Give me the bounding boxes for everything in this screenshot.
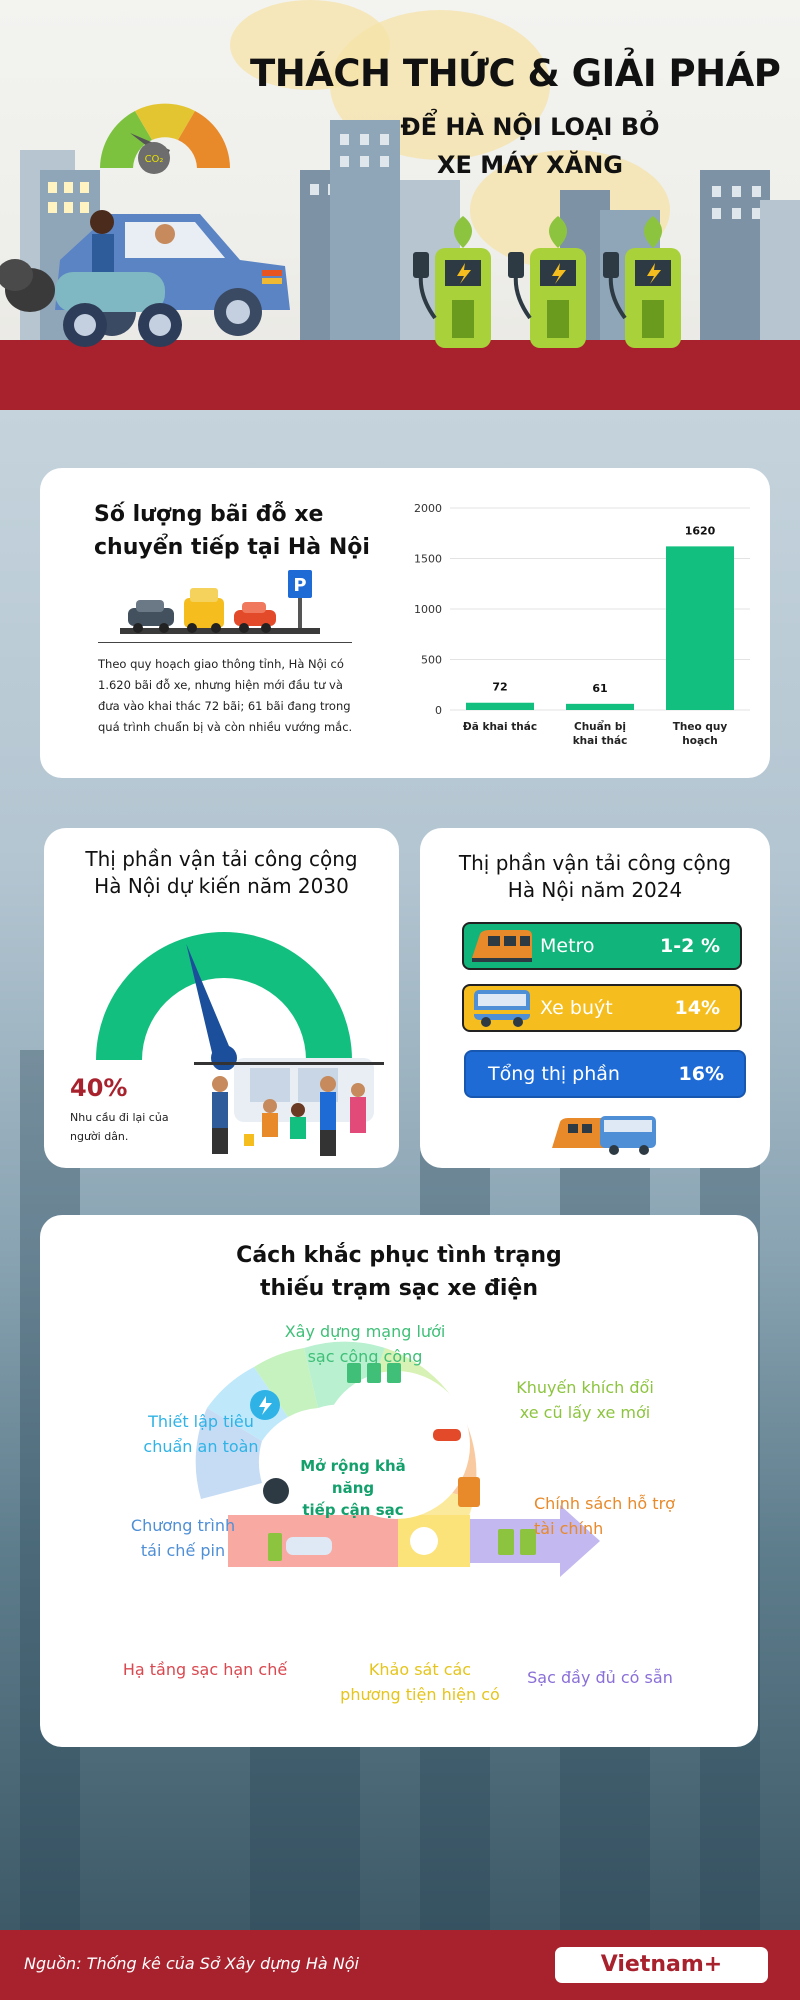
x-tick-label: khai thác <box>572 735 628 747</box>
parking-bar-chart <box>410 488 760 778</box>
source-note: Nguồn: Thống kê của Sở Xây dựng Hà Nội <box>24 1954 359 1973</box>
parking-sign-icon: P <box>293 575 307 596</box>
parking-title <box>94 498 370 564</box>
title-line: Hà Nội năm 2024 <box>507 878 683 902</box>
step-line: tái chế pin <box>140 1541 226 1560</box>
data-label: 61 <box>592 681 608 695</box>
step-line: Sạc đầy đủ có sẵn <box>527 1668 673 1687</box>
step-full-charging <box>510 1665 690 1690</box>
step-line: Khuyến khích đổi <box>516 1378 654 1397</box>
title-line: Cách khắc phục tình trạng <box>236 1243 562 1268</box>
center-line: Mở rộng khả năng <box>300 1457 406 1497</box>
metro-share-row <box>462 922 742 970</box>
total-value: 16% <box>678 1063 724 1085</box>
y-tick-label: 0 <box>435 704 442 717</box>
bus-share-row <box>462 984 742 1032</box>
subtitle-line: XE MÁY XĂNG <box>436 151 623 179</box>
share-2024-card <box>420 828 770 1168</box>
title-line: Thị phần vận tải công cộng <box>85 847 358 871</box>
title-line: Hà Nội dự kiến năm 2030 <box>94 874 349 898</box>
step-line: Khảo sát các <box>368 1660 472 1679</box>
y-tick-label: 1000 <box>414 603 442 616</box>
vietnamplus-logo[interactable]: Vietnam+ <box>555 1947 768 1983</box>
parking-lot-icon <box>120 570 330 640</box>
center-label <box>288 1455 418 1521</box>
bus-value: 14% <box>674 997 720 1019</box>
car-icon <box>0 200 300 350</box>
x-tick-label: Chuẩn bị <box>574 721 626 733</box>
bar <box>466 703 534 710</box>
data-label: 72 <box>492 680 508 694</box>
step-line: Xây dựng mạng lưới <box>284 1322 446 1341</box>
center-line: tiếp cận sạc <box>302 1501 404 1519</box>
charging-stations-icon <box>395 208 685 348</box>
step-line: xe cũ lấy xe mới <box>519 1403 651 1422</box>
share-2030-card <box>44 828 399 1168</box>
title-line: chuyển tiếp tại Hà Nội <box>94 535 370 560</box>
metro-value: 1-2 % <box>660 935 720 957</box>
parking-description: Theo quy hoạch giao thông tỉnh, Hà Nội có 1.620 bãi đỗ xe, nhưng hiện mới đầu tư và đưa vào khai thác 72 bãi; 61 bãi đang trong quá trình chuẩn bị và còn nhiều vướng mắc. <box>98 657 353 734</box>
x-tick-label: Đã khai thác <box>462 721 538 733</box>
step-safety-standards <box>126 1409 276 1459</box>
header-banner <box>0 0 800 410</box>
gauge-label: CO₂ <box>144 154 164 165</box>
x-tick-label: hoạch <box>682 735 718 747</box>
page-title: THÁCH THỨC & GIẢI PHÁP <box>250 52 781 95</box>
share-2030-percent: 40% <box>70 1074 128 1102</box>
metro-label: Metro <box>540 935 595 957</box>
step-line: Thiết lập tiêu <box>148 1412 254 1431</box>
step-line: Chính sách hỗ trợ <box>534 1494 675 1513</box>
total-label: Tổng thị phần <box>488 1063 620 1085</box>
step-survey <box>330 1657 510 1707</box>
bar <box>566 704 634 710</box>
charging-card <box>40 1215 758 1747</box>
building <box>760 200 800 350</box>
data-label: 1620 <box>684 524 716 538</box>
metro-train-icon <box>468 928 534 964</box>
divider <box>98 642 352 643</box>
share-2024-title <box>420 850 770 904</box>
step-public-network <box>270 1319 460 1369</box>
subtitle-line: ĐỂ HÀ NỘI LOẠI BỎ <box>400 113 660 141</box>
share-2030-note: Nhu cầu đi lại của người dân. <box>70 1111 169 1143</box>
y-tick-label: 2000 <box>414 502 442 515</box>
parking-card <box>40 468 770 778</box>
step-line: Chương trình <box>130 1516 236 1535</box>
title-line: Số lượng bãi đỗ xe <box>94 502 324 527</box>
share-2030-gauge <box>89 920 359 1070</box>
title-line: Thị phần vận tải công cộng <box>458 851 732 875</box>
step-line: chuẩn an toàn <box>143 1437 259 1456</box>
x-tick-label: Theo quy <box>672 721 728 733</box>
step-line: Hạ tầng sạc hạn chế <box>122 1660 288 1679</box>
emission-gauge-icon <box>90 88 240 178</box>
footer <box>0 1930 800 2000</box>
commuters-illustration-icon <box>194 1054 384 1160</box>
step-financial-policy <box>534 1491 694 1541</box>
step-line: phương tiện hiện có <box>340 1685 500 1704</box>
step-battery-recycling <box>108 1513 258 1563</box>
step-line: sạc công cộng <box>307 1347 423 1366</box>
step-line: tài chính <box>534 1519 604 1538</box>
y-tick-label: 500 <box>421 653 442 667</box>
ground-strip <box>0 340 800 410</box>
step-limited-infrastructure <box>100 1657 310 1682</box>
step-trade-in <box>500 1375 670 1425</box>
share-2030-title <box>44 846 399 900</box>
total-share-row <box>464 1050 746 1098</box>
title-line: thiếu trạm sạc xe điện <box>259 1276 539 1301</box>
bar <box>666 546 734 710</box>
bus-icon <box>472 988 532 1028</box>
transit-vehicles-icon <box>550 1112 660 1156</box>
page-subtitle <box>340 108 720 184</box>
y-tick-label: 1500 <box>414 552 442 566</box>
bus-label: Xe buýt <box>540 997 613 1019</box>
